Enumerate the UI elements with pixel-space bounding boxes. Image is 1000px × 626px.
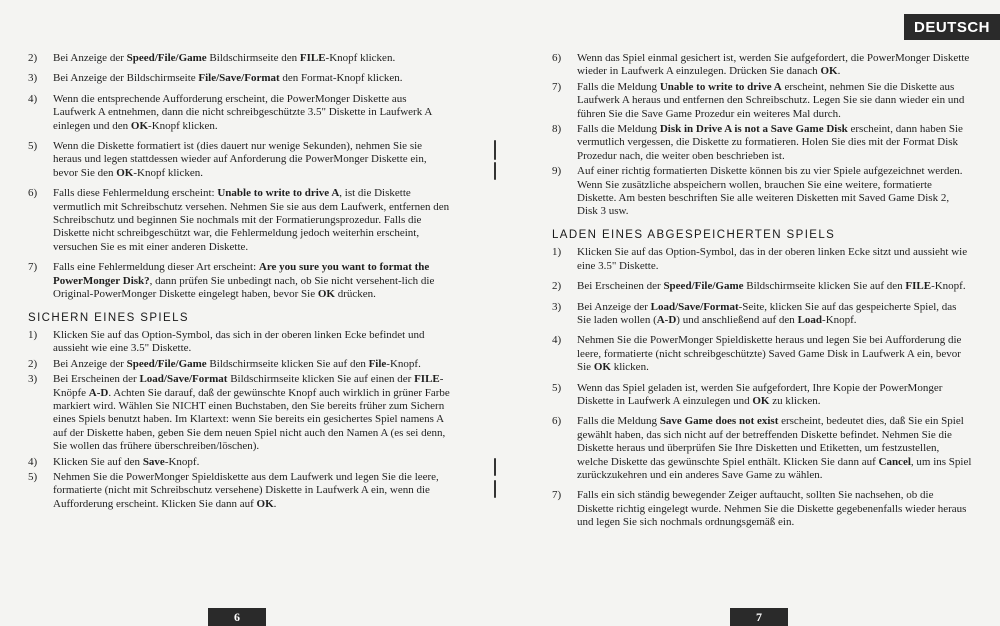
list-item bbox=[28, 187, 450, 254]
item-text: Wenn die Diskette formatiert ist (dies dauert nur wenige Sekunden), nehmen Sie sie heraus und legen stattdessen wieder auf Anforderung die PowerMonger Diskette ein, bevor Sie den OK-Knopf klicken. bbox=[53, 140, 427, 179]
item-number: 3) bbox=[28, 72, 38, 85]
item-number: 5) bbox=[28, 470, 38, 483]
item-text: Klicken Sie auf den Save-Knopf. bbox=[53, 455, 200, 468]
margin-mark bbox=[494, 480, 496, 498]
right-page bbox=[500, 0, 1000, 626]
list-item bbox=[552, 334, 972, 374]
item-text: Bei Anzeige der Speed/File/Game Bildschirmseite den FILE-Knopf klicken. bbox=[53, 52, 396, 64]
item-number: 5) bbox=[552, 381, 562, 394]
item-text: Bei Erscheinen der Load/Save/Format Bildschirmseite klicken Sie auf einen der FILE-Knöpfe A-D. Achten Sie darauf, daß der gewünschte Knopf auch wirklich in grüner Farbe markiert wird. Wählen Sie NICHT einen Buchstaben, den Sie bereits früher zum Sichern eines Spiels benutzt haben. Im Klartext: wenn Sie bereits ein gesichertes Spiel namens A auf der Diskette haben, geben Sie dem neuen Spiel nicht auch den Namen A (es sei denn, Sie wollen das frühere überschreiben/löschen). bbox=[53, 373, 450, 453]
section-heading-save: SICHERN EINES SPIELS bbox=[28, 311, 189, 324]
item-number: 6) bbox=[28, 187, 38, 200]
item-text: Nehmen Sie die PowerMonger Spieldiskette heraus und legen Sie bei Aufforderung die leere, formatierte (nicht schreibgeschützte) Saved Game Disk in Laufwerk A ein, bevor Sie OK klicken. bbox=[577, 334, 962, 374]
list-item bbox=[552, 81, 972, 121]
left-column bbox=[28, 52, 450, 513]
item-number: 4) bbox=[28, 455, 38, 468]
margin-mark bbox=[494, 458, 496, 476]
list-item bbox=[552, 280, 972, 293]
page-number-left: 6 bbox=[208, 608, 266, 626]
item-number: 1) bbox=[28, 328, 38, 341]
list-item bbox=[552, 123, 972, 163]
item-number: 7) bbox=[552, 80, 562, 93]
item-text: Bei Anzeige der Bildschirmseite File/Save/Format den Format-Knopf klicken. bbox=[53, 72, 403, 85]
list-item bbox=[552, 415, 972, 482]
item-text: Falls die Meldung Unable to write to drive A erscheint, nehmen Sie die Diskette aus Laufwerk A heraus und entfernen den Schreibschutz. Legen Sie sie dann wieder ein und führen Sie die Save Game Prozedur ein weiteres Mal durch. bbox=[577, 80, 965, 120]
right-instructions-top bbox=[552, 52, 972, 219]
item-text: Klicken Sie auf das Option-Symbol, das sich in der oberen linken Ecke befindet und aussieht wie eine 3.5" Diskette. bbox=[53, 328, 425, 355]
list-item bbox=[552, 382, 972, 409]
item-number: 6) bbox=[552, 52, 562, 64]
item-number: 9) bbox=[552, 165, 562, 178]
left-instructions-top bbox=[28, 52, 450, 302]
item-text: Klicken Sie auf das Option-Symbol, das in der oberen linken Ecke sitzt und aussieht wie eine 3.5" Diskette. bbox=[577, 246, 968, 272]
language-tab: DEUTSCH bbox=[904, 14, 1000, 40]
list-item bbox=[28, 471, 450, 511]
item-number: 7) bbox=[552, 489, 562, 502]
item-number: 1) bbox=[552, 246, 562, 259]
item-number: 2) bbox=[28, 52, 38, 64]
list-item bbox=[28, 93, 450, 133]
item-text: Auf einer richtig formatierten Diskette können bis zu vier Spiele aufgezeichnet werden. Wenn Sie zusätzliche abspeichern wollen, brauchen Sie eine weitere, formatierte Diskette. Am besten beschriften Sie alle weiteren Disketten mit Saved Game Disk 2, Disk 3 usw. bbox=[577, 165, 963, 218]
item-text: Bei Erscheinen der Speed/File/Game Bildschirmseite klicken Sie auf den FILE-Knopf. bbox=[577, 280, 966, 293]
item-text: Falls die Meldung Disk in Drive A is not a Save Game Disk erscheint, dann haben Sie vermutlich vergessen, die Diskette zu formatieren. Holen Sie dies mit der Format Disk Prozedur nach, die weiter oben beschrieben ist. bbox=[577, 123, 963, 162]
list-item bbox=[552, 165, 972, 219]
item-number: 4) bbox=[552, 334, 562, 347]
item-text: Nehmen Sie die PowerMonger Spieldiskette aus dem Laufwerk und legen Sie die leere, formatierte (nicht mit Schreibschutz versehene) Diskette in Laufwerk A ein, wenn die Aufforderung erscheint. Klicken Sie dann auf OK. bbox=[53, 470, 439, 510]
margin-mark bbox=[494, 162, 496, 180]
item-number: 3) bbox=[28, 373, 38, 386]
item-text: Falls eine Fehlermeldung dieser Art erscheint: Are you sure you want to format the PowerMonger Disk?, dann prüfen Sie unbedingt nach, ob Sie nicht versehent-lich die Original-PowerMonger Diskette eingelegt haben, bevor Sie OK drücken. bbox=[53, 261, 435, 301]
list-item bbox=[28, 140, 450, 180]
item-number: 8) bbox=[552, 123, 562, 136]
item-number: 2) bbox=[28, 357, 38, 370]
list-item bbox=[552, 52, 972, 79]
item-number: 3) bbox=[552, 300, 562, 313]
item-number: 4) bbox=[28, 92, 38, 105]
list-item bbox=[552, 301, 972, 328]
list-item bbox=[552, 489, 972, 529]
right-instructions-bottom bbox=[552, 246, 972, 529]
margin-mark bbox=[494, 140, 496, 160]
item-text: Bei Anzeige der Load/Save/Format-Seite, klicken Sie auf das gespeicherte Spiel, das Sie laden wollen (A-D) und anschließend auf den Load-Knopf. bbox=[577, 300, 957, 326]
item-text: Bei Anzeige der Speed/File/Game Bildschirmseite klicken Sie auf den File-Knopf. bbox=[53, 357, 421, 370]
list-item bbox=[28, 261, 450, 301]
list-item bbox=[28, 373, 450, 453]
section-heading-load: LADEN EINES ABGESPEICHERTEN SPIELS bbox=[552, 228, 836, 241]
list-item bbox=[28, 52, 450, 65]
left-instructions-bottom bbox=[28, 329, 450, 511]
item-number: 7) bbox=[28, 261, 38, 274]
item-number: 6) bbox=[552, 415, 562, 428]
right-column bbox=[552, 52, 972, 537]
list-item bbox=[28, 329, 450, 356]
list-item bbox=[28, 456, 450, 469]
item-text: Falls die Meldung Save Game does not exist erscheint, bedeutet dies, daß Sie ein Spiel gewählt haben, das sich nicht auf der betreffenden Diskette befindet. Nehmen Sie die Diskette heraus und überprüfen Sie Ihre Disketten und Etiketten, um festzustellen, welche Diskette das gewünschte Spiel enthält. Klicken Sie dann auf Cancel, um ins Spiel zurückzukehren und ein anderes Save Game zu wählen. bbox=[577, 415, 972, 481]
list-item bbox=[28, 72, 450, 85]
item-number: 2) bbox=[552, 280, 562, 293]
page-number-right: 7 bbox=[730, 608, 788, 626]
list-item bbox=[552, 246, 972, 273]
list-item bbox=[28, 358, 450, 371]
item-text: Wenn das Spiel geladen ist, werden Sie aufgefordert, Ihre Kopie der PowerMonger Diskette in Laufwerk A einzulegen und OK zu klicken. bbox=[577, 381, 943, 407]
item-text: Falls ein sich ständig bewegender Zeiger auftaucht, sollten Sie nachsehen, ob die Diskette richtig eingelegt wurde. Nehmen Sie die Diskette gegebenenfalls wieder heraus und legen Sie sich nochmals ordnungsgemäß ein. bbox=[577, 489, 967, 529]
item-text: Falls diese Fehlermeldung erscheint: Unable to write to drive A, ist die Diskette vermutlich mit Schreibschutz versehen. Nehmen Sie sie aus dem Laufwerk, entfernen den Schreibschutz und beginnen Sie nochmals mit der Formatierungsprozedur. Falls die Diskette nicht schreibgeschützt war, die Fehlermeldung jedoch weiterhin erscheint, versuchen Sie es mit einer anderen Diskette. bbox=[53, 187, 450, 253]
item-text: Wenn das Spiel einmal gesichert ist, werden Sie aufgefordert, die PowerMonger Diskette wieder in Laufwerk A einzulegen. Drücken Sie danach OK. bbox=[577, 52, 970, 78]
item-text: Wenn die entsprechende Aufforderung erscheint, die PowerMonger Diskette aus Laufwerk A entnehmen, dann die nicht schreibgeschützte 3.5" Diskette in Laufwerk A einlegen und den OK-Knopf klicken. bbox=[53, 92, 432, 132]
item-number: 5) bbox=[28, 140, 38, 153]
